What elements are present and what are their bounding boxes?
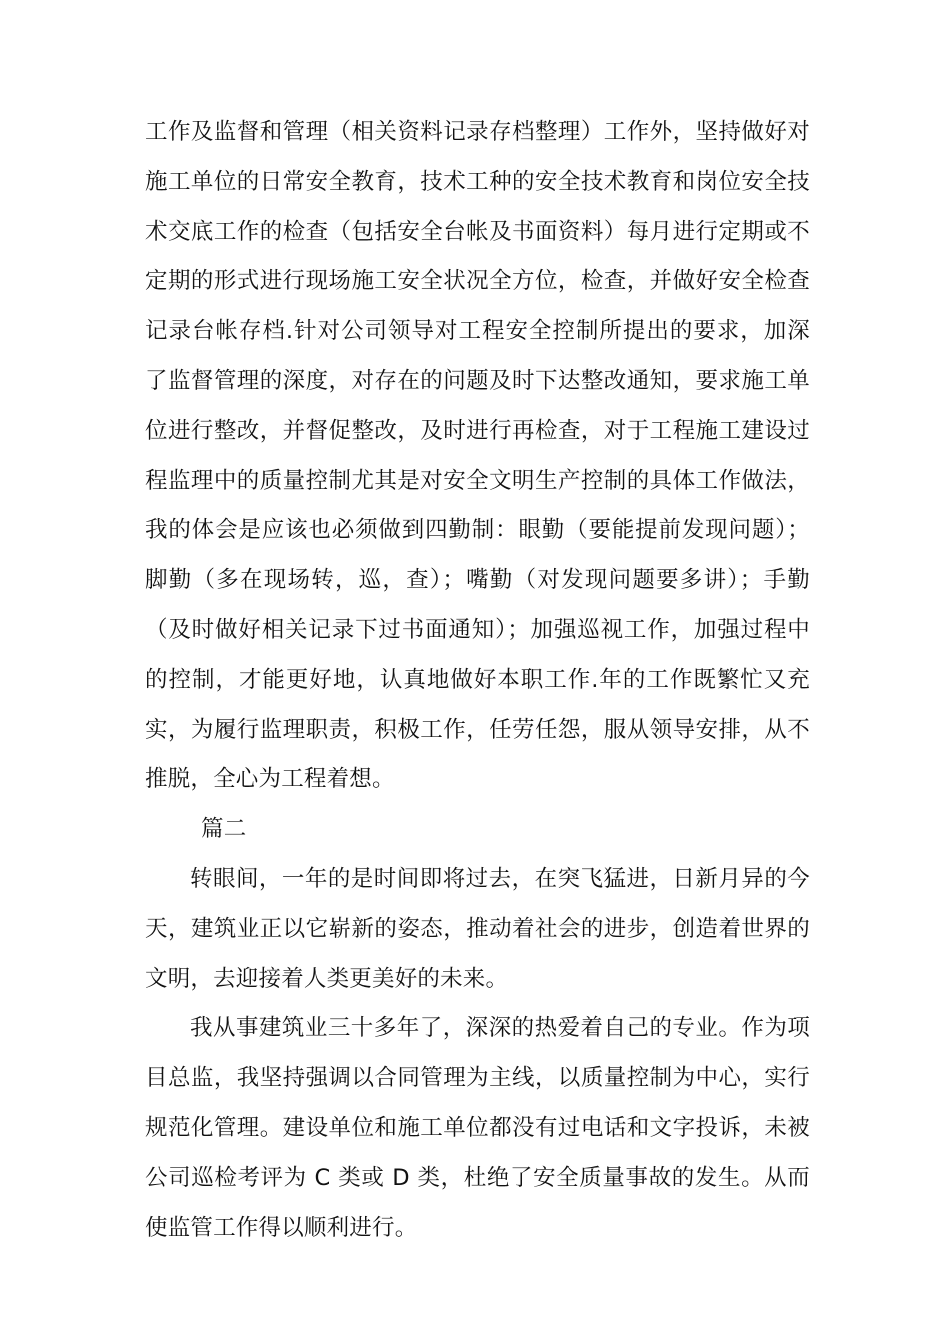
section-heading: 篇二 (201, 816, 247, 843)
paragraph-experience: 我从事建筑业三十多年了，深深的热爱着自己的专业。作为项目总监，我坚持强调以合同管理为主线，以质量控制为中心，实行规范化管理。建设单位和施工单位都没有过电话和文字投诉，未被公司巡检考评为 C 类或 D 类，杜绝了安全质量事故的发生。从而使监管工作得以顺利进行。 (145, 1015, 810, 1241)
paragraph-continuation: 工作及监督和管理（相关资料记录存档整理）工作外，坚持做好对施工单位的日常安全教育，技术工种的安全技术教育和岗位安全技术交底工作的检查（包括安全台帐及书面资料）每月进行定期或不定期的形式进行现场施工安全状况全方位，检查，并做好安全检查记录台帐存档.针对公司领导对工程安全控制所提出的要求，加深了监督管理的深度，对存在的问题及时下达整改通知，要求施工单位进行整改，并督促整改，及时进行再检查，对于工程施工建设过程监理中的质量控制尤其是对安全文明生产控制的具体工作做法，我的体会是应该也必须做到四勤制：眼勤（要能提前发现问题）；脚勤（多在现场转，巡，查）；嘴勤（对发现问题要多讲）；手勤（及时做好相关记录下过书面通知）；加强巡视工作，加强过程中的控制，才能更好地，认真地做好本职工作.年的工作既繁忙又充实，为履行监理职责，积极工作，任劳任怨，服从领导安排，从不推脱，全心为工程着想。 (145, 119, 810, 793)
document-body (145, 108, 810, 1253)
paragraph-intro: 转眼间，一年的是时间即将过去，在突飞猛进，日新月异的今天，建筑业正以它崭新的姿态，推动着社会的进步，创造着世界的文明，去迎接着人类更美好的未来。 (145, 865, 810, 992)
